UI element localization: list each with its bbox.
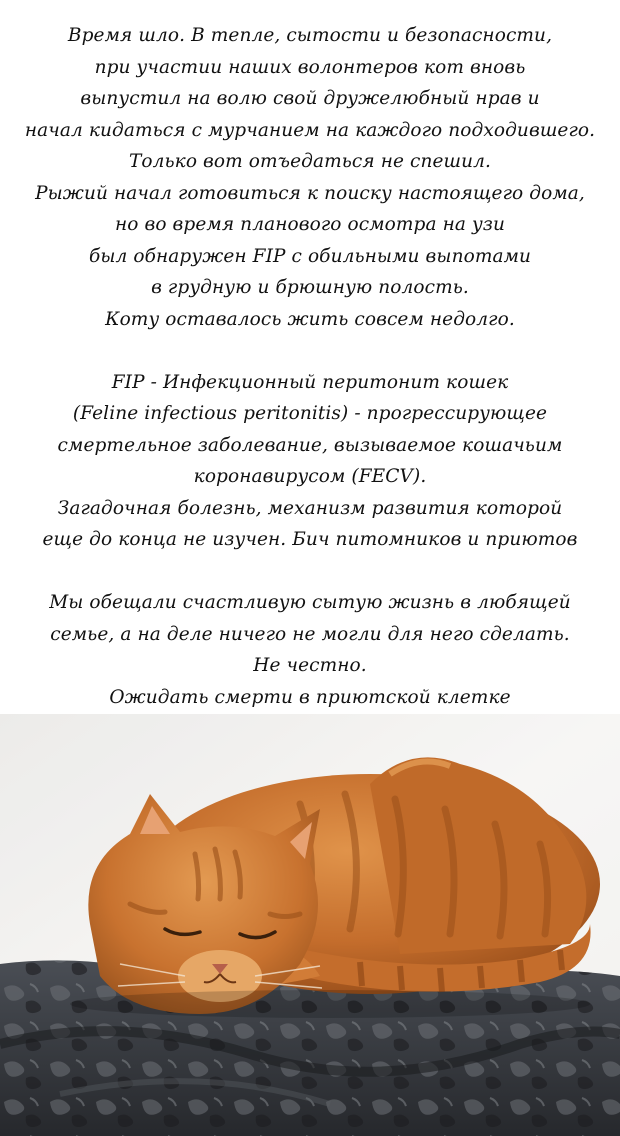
- sleeping-cat-illustration: [0, 714, 620, 1136]
- text-line: Не честно.: [253, 655, 367, 676]
- paragraph-gap: [0, 556, 620, 588]
- text-line: Ожидать смерти в приютской клетке: [109, 686, 511, 708]
- paragraph-recovery: [0, 20, 620, 335]
- text-line: при участии наших волонтеров кот вновь: [94, 56, 526, 78]
- text-line: выпустил на волю свой дружелюбный нрав и: [80, 88, 540, 109]
- text-line: начал кидаться с мурчанием на каждого подходившего.: [24, 119, 596, 141]
- text-line: (Feline infectious peritonitis) - прогрессирующее: [72, 403, 548, 424]
- text-line: Коту оставалось жить совсем недолго.: [105, 308, 515, 330]
- text-line: Мы обещали счастливую сытую жизнь в любящей: [49, 592, 571, 613]
- paragraph-gap: [0, 335, 620, 367]
- text-line: Рыжий начал готовиться к поиску настоящего дома,: [35, 182, 585, 204]
- paragraph-fip-definition: [0, 367, 620, 556]
- story-text: [0, 20, 620, 776]
- text-line: был обнаружен FIP с обильными выпотами: [88, 245, 532, 267]
- text-line: Время шло. В тепле, сытости и безопасности,: [67, 25, 553, 46]
- text-line: коронавирусом (FECV).: [193, 466, 427, 487]
- text-line: но во время планового осмотра на узи: [114, 214, 506, 235]
- text-line: FIP - Инфекционный перитонит кошек: [111, 371, 509, 393]
- text-line: в грудную и брюшную полость.: [151, 277, 469, 298]
- cat-photo: [0, 714, 620, 1136]
- text-line: Загадочная болезнь, механизм развития которой: [57, 497, 563, 519]
- text-line: семье, а на деле ничего не могли для него сделать.: [50, 623, 570, 645]
- text-line: Только вот отъедаться не спешил.: [128, 151, 492, 172]
- text-line: смертельное заболевание, вызываемое кошачьим: [57, 434, 563, 456]
- text-line: еще до конца не изучен. Бич питомников и приютов: [42, 529, 578, 550]
